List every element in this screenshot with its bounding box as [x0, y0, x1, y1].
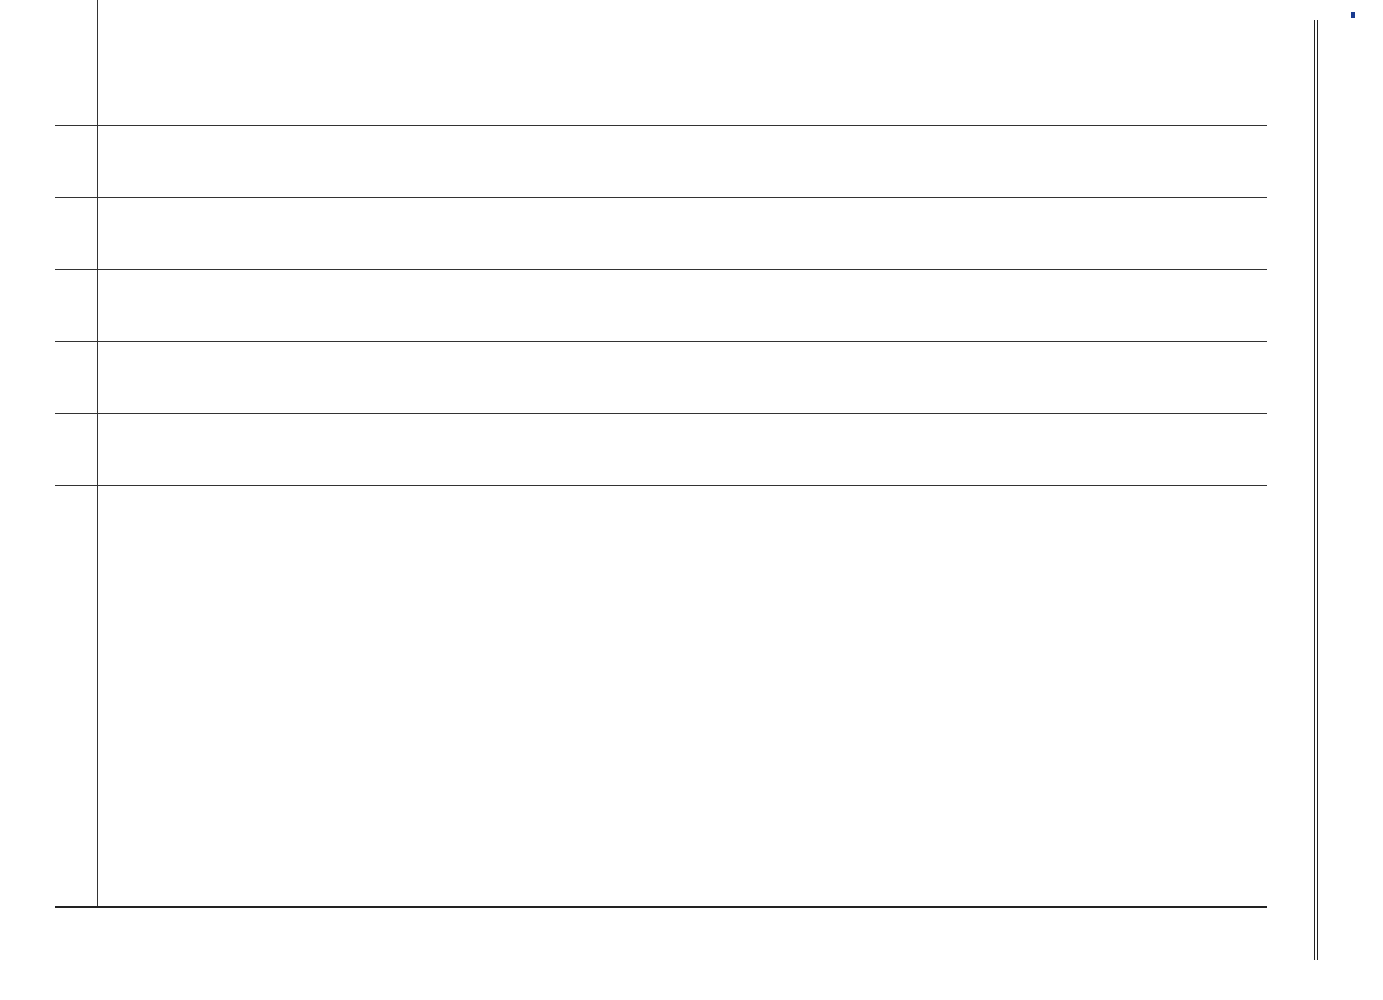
dfg-logo [1351, 12, 1355, 18]
column-divider [55, 341, 1267, 342]
goods-table [55, 0, 1267, 908]
column-divider [55, 197, 1267, 198]
header-rule [97, 0, 98, 906]
page-header [1270, 20, 1318, 960]
column-divider [55, 269, 1267, 270]
column-divider [55, 485, 1267, 486]
column-divider [55, 125, 1267, 126]
digitization-credit [1346, 10, 1376, 990]
column-divider [55, 413, 1267, 414]
